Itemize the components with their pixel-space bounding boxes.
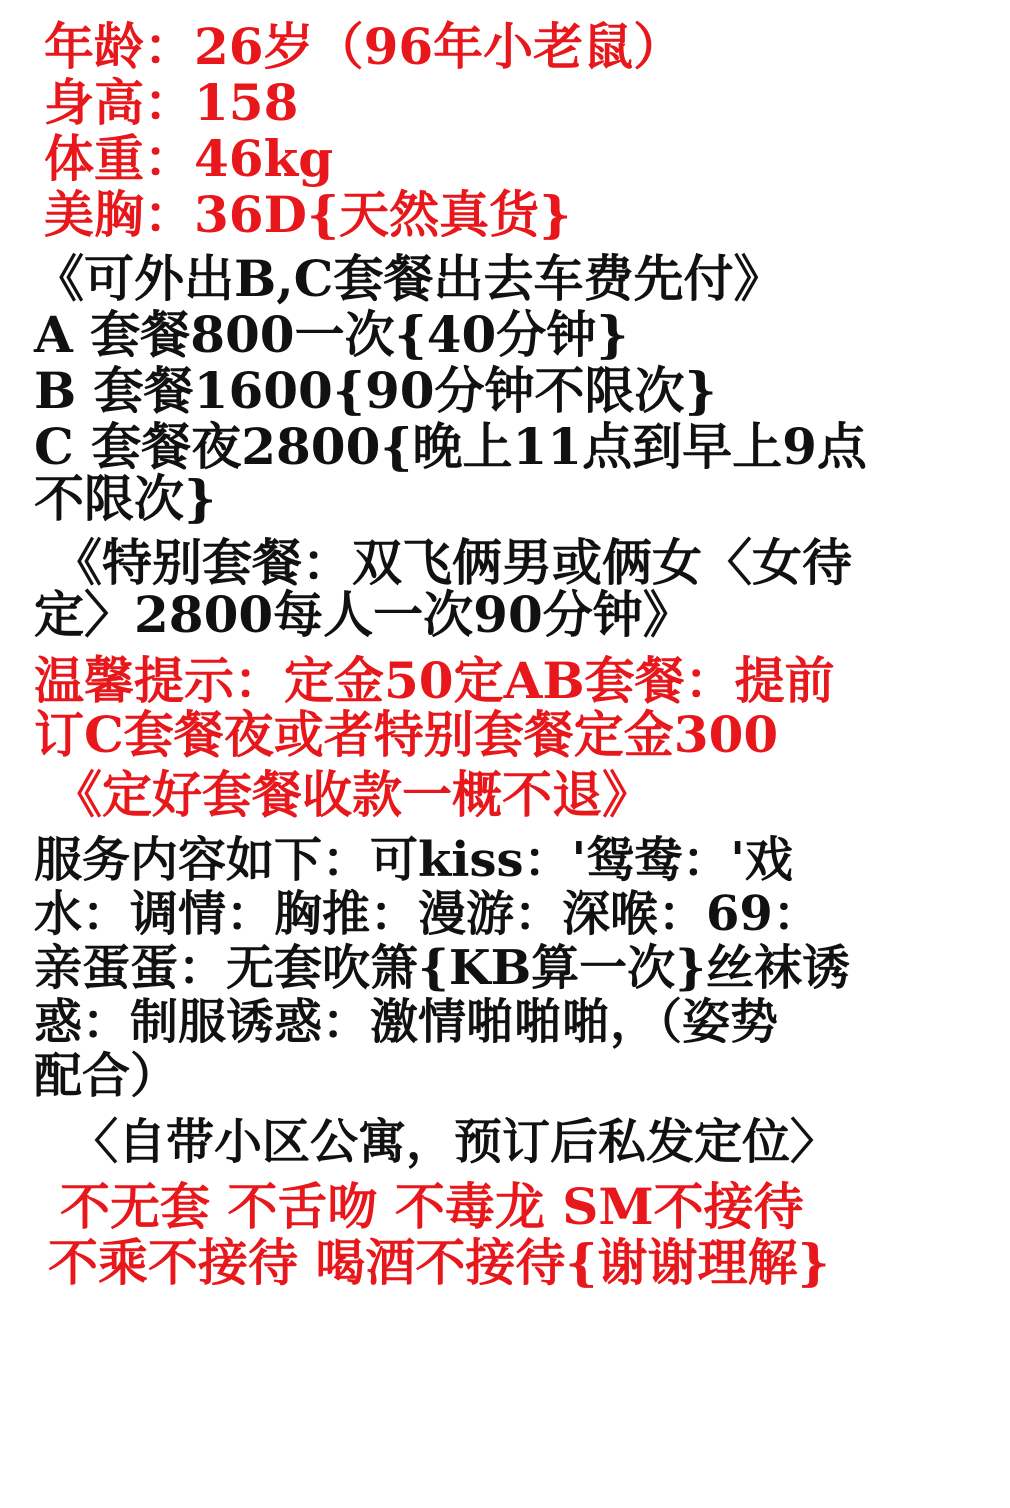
package-item-c: C 套餐夜2800{晚上11点到早上9点 bbox=[34, 417, 867, 476]
services-line4: 惑：制服诱惑：激情啪啪啪，（姿势 bbox=[34, 994, 779, 1050]
rules-line2: 不乘不接待 喝酒不接待{谢谢理解} bbox=[48, 1233, 830, 1292]
stat-weight bbox=[44, 129, 1010, 188]
stat-bust-text: 美胸：36D{天然真货} bbox=[44, 185, 572, 244]
rules-line1: 不无套 不舌吻 不毒龙 SM不接待 bbox=[60, 1177, 804, 1236]
package-heading: 《可外出B,C套餐出去车费先付》 bbox=[34, 249, 784, 308]
stat-age bbox=[44, 17, 1010, 76]
services-line1: 服务内容如下：可kiss：'鸳鸯：'戏 bbox=[34, 832, 793, 888]
stat-bust bbox=[44, 185, 1010, 244]
package-item-c-continued: 不限次} bbox=[34, 469, 217, 528]
address-note: 〈自带小区公寓，预订后私发定位〉 bbox=[70, 1114, 839, 1170]
services-line3: 亲蛋蛋：无套吹箫{KB算一次}丝袜诱 bbox=[34, 940, 851, 996]
special-package-line1: 《特别套餐：双飞俩男或俩女〈女待 bbox=[52, 533, 852, 592]
package-item-b: B 套餐1600{90分钟不限次} bbox=[34, 361, 717, 420]
services-line5: 配合） bbox=[34, 1048, 179, 1104]
stat-weight-text: 体重：46kg bbox=[44, 129, 334, 188]
poster-text-block bbox=[0, 8, 1010, 1290]
notice-line3: 《定好套餐收款一概不退》 bbox=[52, 765, 652, 824]
notice-line2: 订C套餐夜或者特别套餐定金300 bbox=[34, 705, 779, 764]
notice-line1: 温馨提示：定金50定AB套餐：提前 bbox=[34, 651, 835, 710]
stat-height-text: 身高：158 bbox=[44, 73, 299, 132]
special-package-line2: 定〉2800每人一次90分钟》 bbox=[34, 585, 693, 644]
package-item-a: A 套餐800一次{40分钟} bbox=[34, 305, 629, 364]
stat-age-text: 年龄：26岁（96年小老鼠） bbox=[44, 17, 684, 76]
stat-height bbox=[44, 73, 1010, 132]
services-line2: 水：调情：胸推：漫游：深喉：69： bbox=[34, 886, 821, 942]
